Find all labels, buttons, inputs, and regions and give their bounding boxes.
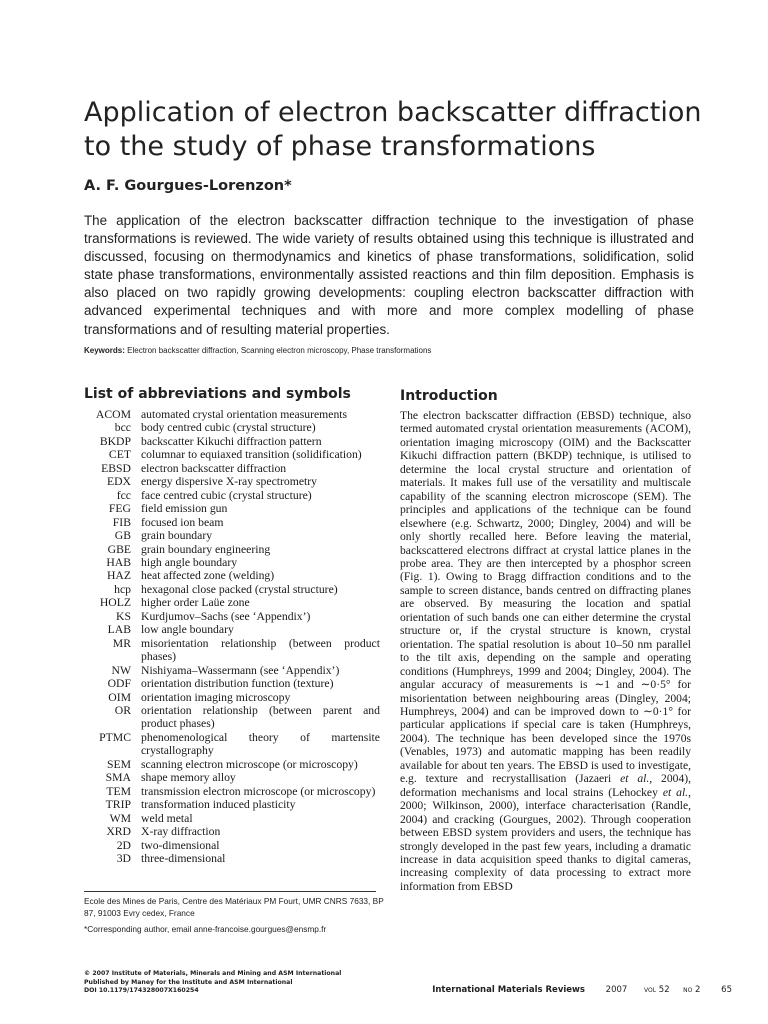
text-segment: , 2004), deformation mechanisms and local strains (Lehockey <box>400 772 691 799</box>
abbreviation-row <box>84 408 380 421</box>
abbreviation-term: BKDP <box>99 434 131 448</box>
abbreviation-row <box>84 839 380 852</box>
affiliation-footnote: Ecole des Mines de Paris, Centre des Matériaux PM Fourt, UMR CNRS 7633, BP 87, 91003 Evry cedex, France <box>84 896 384 918</box>
paper-title: Application of electron backscatter diffraction to the study of phase transformations <box>84 97 702 162</box>
abbreviation-definition: weld metal <box>141 811 193 825</box>
abbreviation-term: 3D <box>116 851 131 865</box>
abbreviation-definition: high angle boundary <box>141 555 238 569</box>
abbreviation-definition: orientation relationship (between parent and product phases) <box>141 703 380 731</box>
abbreviation-term: XRD <box>106 825 131 839</box>
introduction-heading: Introduction <box>400 388 498 404</box>
abbreviation-term: EBSD <box>101 461 131 475</box>
abbreviation-row <box>84 583 380 596</box>
copyright-line: DOI 10.1179/174328007X160254 <box>84 987 199 994</box>
volume-label: VOL <box>644 987 657 994</box>
abbreviation-definition: transformation induced plasticity <box>141 798 296 812</box>
italic-citation: et al. <box>662 785 689 799</box>
abbreviation-row <box>84 691 380 704</box>
journal-year: 2007 <box>605 985 628 995</box>
introduction-text <box>400 409 691 893</box>
abbreviation-term: 2D <box>116 838 131 852</box>
abbreviation-row <box>84 798 380 811</box>
abbreviation-term: WM <box>109 811 131 825</box>
abbreviation-definition: scanning electron microscope (or microscopy) <box>141 757 358 771</box>
italic-citation: et al. <box>620 772 650 786</box>
abbreviation-definition: misorientation relationship (between product phases) <box>141 636 380 664</box>
abbreviation-term: SEM <box>106 757 131 771</box>
abbreviation-row <box>84 785 380 798</box>
abbreviation-row <box>84 502 380 515</box>
abbreviation-row <box>84 569 380 582</box>
abbreviation-row <box>84 771 380 784</box>
keywords <box>84 346 694 355</box>
abbreviation-term: LAB <box>107 623 131 637</box>
abbreviation-term: EDX <box>106 475 131 489</box>
abbreviation-term: OIM <box>108 690 131 704</box>
abbreviation-term: MR <box>112 636 131 650</box>
copyright-line: Published by Maney for the Institute and ASM International <box>84 978 293 986</box>
abbreviation-definition: phenomenological theory of martensite crystallography <box>141 730 380 758</box>
keywords-label: Keywords: <box>84 346 125 355</box>
abbreviation-term: FIB <box>112 515 131 529</box>
copyright-notice <box>84 970 341 996</box>
abbreviation-definition: low angle boundary <box>141 623 234 637</box>
issue-number: 2 <box>695 985 701 995</box>
abbreviation-row <box>84 556 380 569</box>
copyright-line: © 2007 Institute of Materials, Minerals and Mining and ASM International <box>84 970 342 977</box>
abbreviation-row <box>84 623 380 636</box>
abbreviation-term: ACOM <box>95 408 131 421</box>
issue-label: NO <box>683 987 693 994</box>
abbreviation-definition: backscatter Kikuchi diffraction pattern <box>141 434 322 448</box>
keywords-text: Electron backscatter diffraction, Scanning electron microscopy, Phase transformations <box>127 346 432 355</box>
abbreviation-term: GB <box>114 529 131 543</box>
abbreviation-term: TEM <box>106 784 131 798</box>
abbreviation-row <box>84 475 380 488</box>
footnote-divider <box>84 891 376 892</box>
abbreviation-row <box>84 448 380 461</box>
abbreviation-definition: face centred cubic (crystal structure) <box>141 488 312 502</box>
abbreviation-definition: orientation imaging microscopy <box>141 690 291 704</box>
abbreviation-definition: Kurdjumov–Sachs (see ‘Appendix’) <box>141 609 311 623</box>
abbreviation-row <box>84 529 380 542</box>
corresponding-author-footnote: *Corresponding author, email anne-francoise.gourgues@ensmp.fr <box>84 924 327 934</box>
abbreviation-row <box>84 664 380 677</box>
abbreviation-row <box>84 812 380 825</box>
abbreviation-definition: field emission gun <box>141 502 228 516</box>
abbreviation-row <box>84 610 380 623</box>
abbreviation-row <box>84 677 380 690</box>
abbreviation-definition: transmission electron microscope (or microscopy) <box>141 784 376 798</box>
abbreviation-definition: orientation distribution function (texture) <box>141 677 334 691</box>
abbreviation-term: HOLZ <box>99 596 131 610</box>
abbreviation-definition: higher order Laüe zone <box>141 596 250 610</box>
author-name: A. F. Gourgues-Lorenzon* <box>84 178 292 194</box>
abbreviation-definition: energy dispersive X-ray spectrometry <box>141 475 318 489</box>
abbreviation-term: OR <box>114 703 131 717</box>
abbreviation-definition: three-dimensional <box>141 851 226 865</box>
abbreviation-term: NW <box>111 663 131 677</box>
abbreviation-term: HAZ <box>106 569 131 583</box>
abbreviation-row <box>84 852 380 865</box>
journal-name: International Materials Reviews <box>432 985 585 995</box>
abbreviation-row <box>84 704 380 731</box>
text-segment: The electron backscatter diffraction (EBSD) technique, also termed automated crystal orientation measurements (ACOM), orientation imaging microscopy (OIM) and the Backscatter Kikuchi diffraction pattern (BKDP) technique, is utilised to determine the local crystal structure and orientation of materials. It makes full use of the versatility and multiscale capability of the scanning electron microscope (SEM). The principles and applications of the technique can be found elsewhere (e.g. Schwartz, 2000; Dingley, 2004) and will be only shortly recalled here. Before leaving the material, backscattered electrons diffract at crystal lattice planes in the probe area. They are then intercepted by a phosphor screen (Fig. 1). Owing to Bragg diffraction conditions and to the sample to screen distance, bands centred on diffracting planes are observed. By measuring the location and spatial orientation of such bands one can either determine the crystal structure or, if the crystal structure is known, crystal orientation. The spatial resolution is about 10–50 nm parallel to the tilt axis, depending on the sample and operating conditions (Humphreys, 1999 and 2004; Dingley, 2004). The angular accuracy of measurements is ∼1 and ∼0·5° for misorientation between neighbouring areas (Dingley, 2004; Humphreys, 2004) and can be improved down to ∼0·1° for particular applications if special care is taken (Humphreys, 2004). The technique has been developed since the 1970s (Venables, 1973) and automatic mapping has been readily available for about ten years. The EBSD is used to investigate, e.g. texture and recrystallisation (Jazaeri <box>400 409 691 786</box>
abbreviation-row <box>84 758 380 771</box>
abbreviation-row <box>84 516 380 529</box>
abbreviation-definition: grain boundary engineering <box>141 542 271 556</box>
abbreviation-term: bcc <box>114 421 131 435</box>
abbreviation-definition: grain boundary <box>141 529 213 543</box>
abbreviation-row <box>84 489 380 502</box>
abbreviation-definition: X-ray diffraction <box>141 825 221 839</box>
journal-footer <box>432 985 732 995</box>
abbreviation-definition: shape memory alloy <box>141 771 236 785</box>
abbreviation-definition: electron backscatter diffraction <box>141 461 287 475</box>
abbreviation-term: ODF <box>107 677 131 691</box>
abbreviation-term: PTMC <box>99 730 131 744</box>
abstract: The application of the electron backscatter diffraction technique to the investigation of phase transformations is reviewed. The wide variety of results obtained using this technique is illustrated and discussed, focusing on thermodynamics and kinetics of phase transformations, solidification, solid state phase transformations, environmentally assisted reactions and thin film deposition. Emphasis is also placed on two rapidly growing developments: coupling electron backscatter diffraction with advanced experimental techniques and with more and more complex modelling of phase transformations and of resulting material properties. <box>84 213 694 337</box>
abbreviation-row <box>84 435 380 448</box>
abbreviation-row <box>84 637 380 664</box>
abbreviation-term: KS <box>116 609 131 623</box>
abbreviation-definition: Nishiyama–Wassermann (see ‘Appendix’) <box>141 663 340 677</box>
abbreviation-definition: hexagonal close packed (crystal structure) <box>141 582 338 596</box>
abbreviation-row <box>84 462 380 475</box>
abbreviation-term: CET <box>108 448 131 462</box>
page-number: 65 <box>721 985 732 995</box>
abbreviation-row <box>84 825 380 838</box>
abbreviation-term: fcc <box>116 488 131 502</box>
abbreviation-term: FEG <box>108 502 131 516</box>
abbreviation-row <box>84 543 380 556</box>
abbreviation-term: SMA <box>105 771 131 785</box>
abbreviations-heading: List of abbreviations and symbols <box>84 386 351 402</box>
volume-number: 52 <box>658 985 670 995</box>
abbreviation-definition: two-dimensional <box>141 838 220 852</box>
abbreviation-row <box>84 596 380 609</box>
abbreviation-term: HAB <box>106 555 131 569</box>
abbreviations-list <box>84 408 380 865</box>
abbreviation-row <box>84 421 380 434</box>
abbreviation-term: GBE <box>107 542 131 556</box>
abbreviation-definition: columnar to equiaxed transition (solidification) <box>141 448 362 462</box>
text-segment: , 2000; Wilkinson, 2000), interface characterisation (Randle, 2004) and cracking (Gourgues, 2002). Through cooperation between EBSD system providers and users, the technique has strongly developed in the past few years, including a dramatic increase in data acquisition speed thanks to digital cameras, increasing complexity of data processing to extract more information from EBSD <box>400 785 691 893</box>
abbreviation-definition: body centred cubic (crystal structure) <box>141 421 316 435</box>
abbreviation-definition: focused ion beam <box>141 515 224 529</box>
abbreviation-term: hcp <box>114 582 131 596</box>
abbreviation-definition: heat affected zone (welding) <box>141 569 275 583</box>
abbreviation-definition: automated crystal orientation measurements <box>141 408 348 421</box>
abbreviation-row <box>84 731 380 758</box>
abbreviation-term: TRIP <box>105 798 131 812</box>
